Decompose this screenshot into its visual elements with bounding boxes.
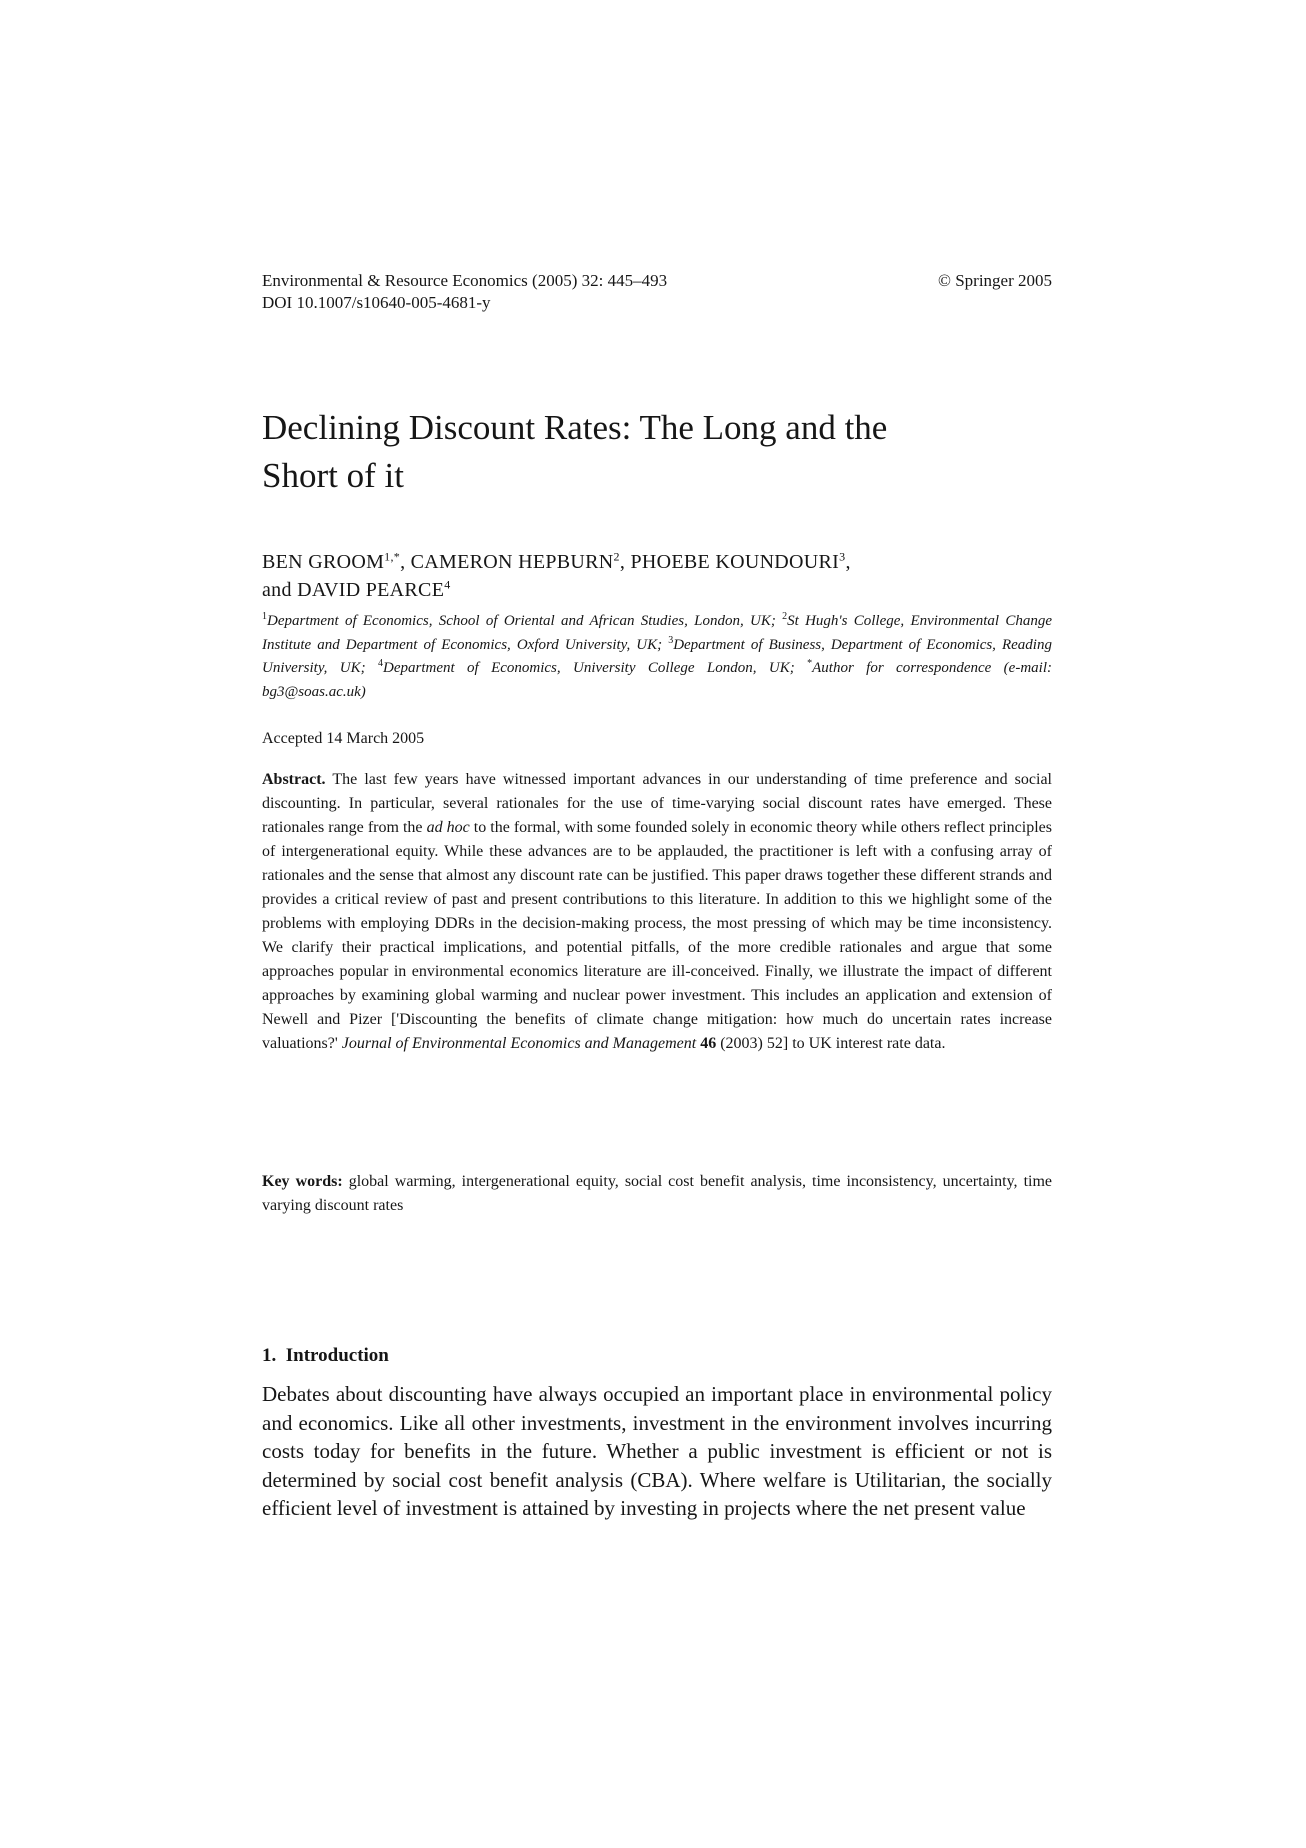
affiliation-text: Department of Economics, University College London, UK; [383, 660, 808, 676]
accepted-date: Accepted 14 March 2005 [262, 730, 425, 747]
journal-header [262, 270, 1052, 314]
affiliation-text: Department of Economics, School of Oriental and African Studies, London, UK; [267, 613, 783, 629]
affiliation-marker: 4 [378, 658, 383, 669]
author-separator: , [845, 551, 851, 573]
author-conjunction: and [262, 579, 298, 601]
copyright-notice: © Springer 2005 [938, 271, 1052, 290]
paper-title [262, 404, 1052, 500]
abstract-italic-phrase: ad hoc [426, 819, 470, 836]
abstract-journal-name: Journal of Environmental Economics and Management [341, 1035, 697, 1052]
affiliation-marker: 2 [782, 611, 788, 622]
correspondence-note: Author for correspondence (e-mail: bg3@soas.ac.uk) [262, 660, 1052, 700]
affiliation-marker: * [807, 658, 813, 669]
author-superscript: 3 [839, 549, 846, 564]
abstract [262, 768, 1052, 1056]
author-superscript: 1,* [384, 549, 401, 564]
section-number: 1. [262, 1345, 277, 1366]
affiliation-marker: 3 [668, 634, 674, 646]
abstract-text: (2003) 52] to UK interest rate data. [716, 1035, 946, 1052]
keywords [262, 1170, 1052, 1218]
abstract-text: to the formal, with some founded solely in economic theory while others reflect principles of intergenerational equity. While these advances are to be applauded, the practitioner is left with a confusing array of rationales and the sense that almost any discount rate can be justified. This paper draws together these different strands and provides a critical review of past and present contributions to this literature. In addition to this we highlight some of the problems with employing DDRs in the decision-making process, the most pressing of which may be time inconsistency. We clarify their practical implications, and potential pitfalls, of the more credible rationales and argue that some approaches popular in environmental economics literature are ill-conceived. Finally, we illustrate the impact of different approaches by examining global warming and nuclear power investment. This includes an application and extension of Newell and Pizer ['Discounting the benefits of climate change mitigation: how much do uncertain rates increase valuations?' [262, 819, 1052, 1052]
section-heading-introduction [262, 1344, 1052, 1368]
affiliation-marker: 1 [262, 611, 267, 622]
abstract-volume: 46 [696, 1035, 717, 1052]
author-superscript: 4 [444, 577, 451, 592]
author-list [262, 548, 1052, 604]
author-separator: , [619, 551, 631, 573]
introduction-paragraph: Debates about discounting have always occupied an important place in environmental policy and economics. Like all other investments, investment in the environment involves incurring costs today for benefits in the future. Whether a public investment is efficient or not is determined by social cost benefit analysis (CBA). Where welfare is Utilitarian, the socially efficient level of investment is attained by investing in projects where the net present value [262, 1382, 1052, 1520]
affiliations [262, 610, 1052, 704]
author-name: BEN GROOM [262, 551, 385, 573]
author-name: CAMERON HEPBURN [410, 551, 614, 573]
keywords-text: global warming, intergenerational equity, social cost benefit analysis, time inconsistency, uncertainty, time varying discount rates [262, 1173, 1053, 1214]
journal-citation: Environmental & Resource Economics (2005) 32: 445–493 [262, 271, 668, 290]
affiliation-text: St Hugh's College, Environmental Change Institute and Department of Economics, Oxford University, UK; [262, 613, 1052, 653]
author-name: PHOEBE KOUNDOURI [630, 551, 840, 573]
section-title: Introduction [285, 1345, 389, 1366]
title-line-2: Short of it [262, 456, 404, 495]
affiliation-text: Department of Business, Department of Economics, Reading University, UK; [262, 636, 1052, 676]
author-name: DAVID PEARCE [297, 579, 445, 601]
doi: DOI 10.1007/s10640-005-4681-y [262, 293, 491, 312]
abstract-text: The last few years have witnessed important advances in our understanding of time preference and social discounting. In particular, several rationales for the use of time-varying social discount rates have emerged. These rationales range from the [262, 771, 1052, 836]
keywords-label: Key words: [262, 1173, 343, 1190]
author-separator: , [400, 551, 411, 573]
author-superscript: 2 [613, 549, 620, 564]
abstract-label: Abstract. [262, 771, 326, 788]
title-line-1: Declining Discount Rates: The Long and the [262, 408, 888, 447]
